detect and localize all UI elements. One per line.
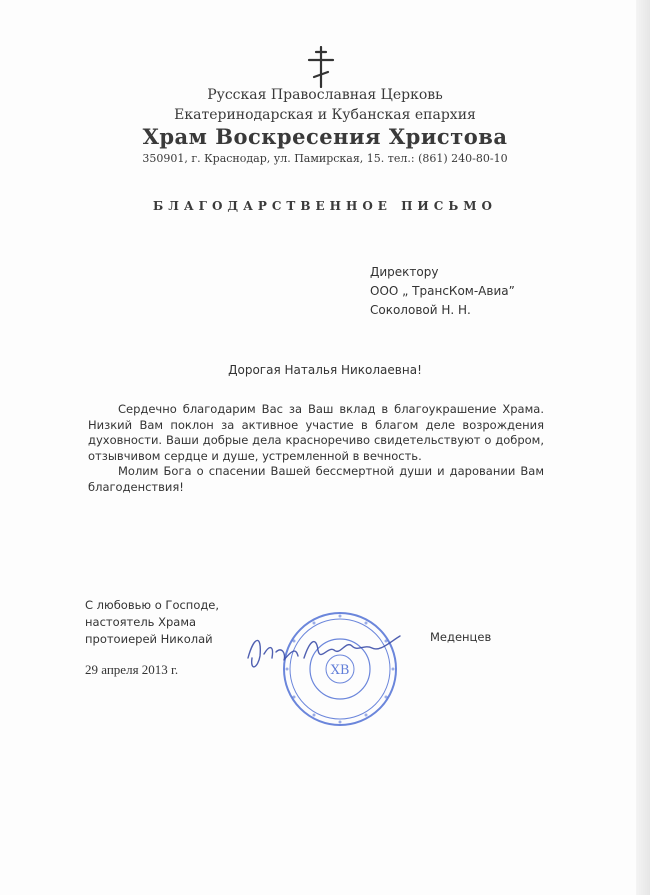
temple-address: 350901, г. Краснодар, ул. Памирская, 15. тел.: (861) 240-80-10 xyxy=(142,152,508,165)
letter-date: 29 апреля 2013 г. xyxy=(85,662,179,677)
letter-body xyxy=(88,402,544,495)
orthodox-cross-icon xyxy=(306,46,336,88)
salutation: Дорогая Наталья Николаевна! xyxy=(228,363,422,377)
body-paragraph-2: Молим Бога о спасении Вашей бессмертной души и даровании Вам благоденствия! xyxy=(88,464,544,494)
closing-line-3: протоиерей Николай xyxy=(85,632,213,646)
closing-block xyxy=(85,597,219,648)
church-seal-stamp xyxy=(240,606,420,736)
signer-lastname: Меденцев xyxy=(430,630,492,644)
addressee-name: Соколовой Н. Н. xyxy=(370,303,471,317)
closing-line-1: С любовью о Господе, xyxy=(85,598,220,612)
closing-line-2: настоятель Храма xyxy=(85,615,197,629)
church-name: Русская Православная Церковь xyxy=(207,87,443,103)
temple-name: Храм Воскресения Христова xyxy=(142,124,508,149)
eparchy-name: Екатеринодарская и Кубанская епархия xyxy=(174,107,476,123)
body-paragraph-1: Сердечно благодарим Вас за Ваш вклад в благоукрашение Храма. Низкий Вам поклон за активное участие в благом деле возрождения духовности. Ваши добрые дела красноречиво свидетельствуют о добром, отзывчивом сердце и душе, устремленной в вечность. xyxy=(88,402,544,463)
svg-text:ХВ: ХВ xyxy=(330,663,350,678)
addressee-company: ООО „ ТрансКом-Авиа” xyxy=(370,284,515,298)
letter-title: БЛАГОДАРСТВЕННОЕ ПИСЬМО xyxy=(153,199,497,213)
addressee-position: Директору xyxy=(370,265,439,279)
